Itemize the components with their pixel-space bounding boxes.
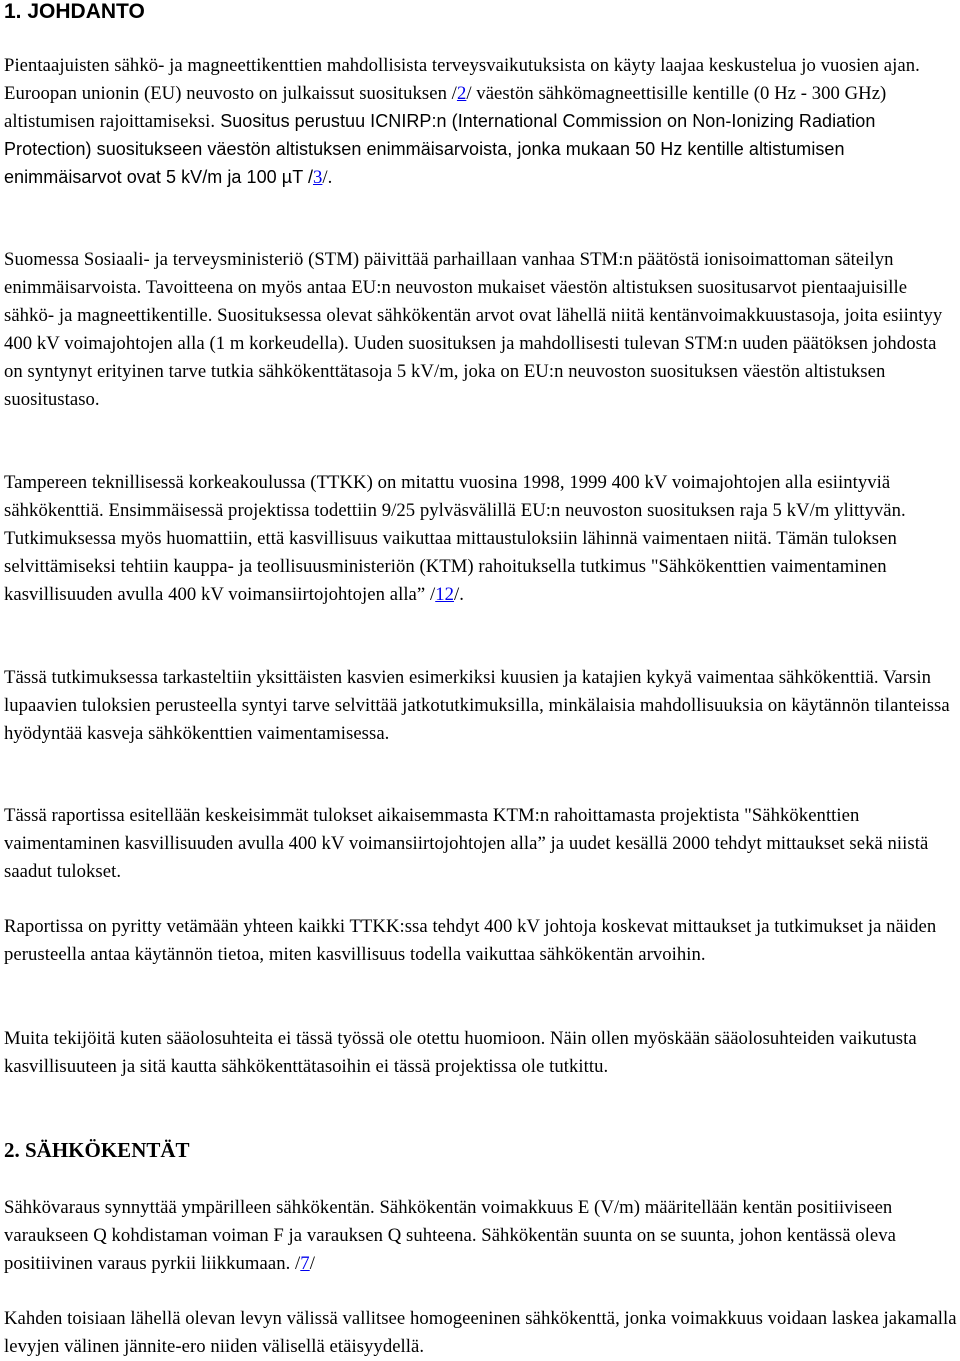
reference-link-7[interactable]: 7 xyxy=(300,1252,310,1274)
paragraph-ttkk xyxy=(4,469,958,609)
paragraph-intro xyxy=(4,52,958,192)
paragraph-intro-text-a: Pientaajuisten sähkö- ja magneettikenttien mahdollisista terveysvaikutuksista on käyty laajaa keskustelua jo vuosien ajan. Euroopan unionin (EU) neuvosto on julkaissut suosituksen / xyxy=(4,55,920,104)
paragraph-intro-text-b: / väestön sähkömagneettisille kentille (0 Hz - 300 GHz) altistumisen rajoittamiseksi. xyxy=(4,82,887,132)
reference-link-2[interactable]: 2 xyxy=(456,82,467,104)
paragraph-ttkk-text-a: Tampereen teknillisessä korkeakoulussa (TTKK) on mitattu vuosina 1998, 1999 400 kV voimajohtojen alla esiintyviä sähkökenttiä. Ensimmäisessä projektissa todettiin 9/25 pylväsvälillä EU:n neuvoston suosituksen raja 5 kV/m ylittyvän. Tutkimuksessa myös huomattiin, että kasvillisuus vaikuttaa mittaustuloksiin lähinnä vaimentaen niitä. Tämän tuloksen selvittämiseksi tehtiin kauppa- ja teollisuusministeriön (KTM) rahoituksella tutkimus "Sähkökenttien vaimentaminen kasvillisuuden avulla 400 kV voimansiirtojohtojen alla” / xyxy=(4,472,906,605)
paragraph-electric-field-text-a: Sähkövaraus synnyttää ympärilleen sähkökentän. Sähkökentän voimakkuus E (V/m) määritellään kentän positiiviseen varaukseen Q kohdistaman voiman F ja varauksen Q suhteena. Sähkökentän suunta on se suunta, johon kentässä oleva positiivinen varaus pyrkii liikkumaan. / xyxy=(4,1197,897,1274)
paragraph-ttkk-text-b: /. xyxy=(454,583,464,605)
paragraph-report: Tässä raportissa esitellään keskeisimmät tulokset aikaisemmasta KTM:n rahoittamasta projektista "Sähkökenttien vaimentaminen kasvillisuuden avulla 400 kV voimansiirtojohtojen alla” ja uudet kesällä 2000 tehdyt mittaukset sekä niistä saadut tulokset. xyxy=(4,805,929,882)
section-heading-johdanto: 1. JOHDANTO xyxy=(4,0,145,23)
paragraph-summary: Raportissa on pyritty vetämään yhteen kaikki TTKK:ssa tehdyt 400 kV johtoja koskevat mittaukset ja tutkimukset ja näiden perusteella antaa käytännön tietoa, miten kasvillisuus todella vaikuttaa sähkökentän arvoihin. xyxy=(4,916,937,965)
paragraph-intro-text-d: /. xyxy=(322,166,333,188)
paragraph-research: Tässä tutkimuksessa tarkasteltiin yksittäisten kasvien esimerkiksi kuusien ja katajien kykyä vaimentaa sähkökenttiä. Varsin lupaavien tuloksien perusteella syntyi tarve selvittää jatkotutkimuksilla, minkälaisia mahdollisuuksia on käytännön tilanteissa hyödyntää kasveja sähkökenttien vaimentamisessa. xyxy=(4,667,950,744)
reference-link-3[interactable]: 3 xyxy=(313,166,323,188)
paragraph-electric-field xyxy=(4,1194,958,1278)
paragraph-stm: Suomessa Sosiaali- ja terveysministeriö (STM) päivittää parhaillaan vanhaa STM:n päätöstä ionisoimattoman säteilyn enimmäisarvoista. Tavoitteena on myös antaa EU:n neuvoston mukaiset väestön altistuksen suositusarvot pientaajuisille sähkö- ja magneettikentille. Suosituksessa olevat sähkökentän arvot ovat lähellä niitä kentänvoimakkuustasoja, joita esiintyy 400 kV voimajohtojen alla (1 m korkeudella). Uuden suosituksen ja mahdollisesti tulevan STM:n uuden päätöksen johdosta on syntynyt erityinen tarve tutkia sähkökenttätasoja 5 kV/m, joka on EU:n neuvoston suosituksen väestön altistuksen suositustaso. xyxy=(4,249,943,410)
paragraph-other-factors: Muita tekijöitä kuten sääolosuhteita ei tässä työssä ole otettu huomioon. Näin ollen myöskään sääolosuhteiden vaikutusta kasvillisuuteen ja sitä kautta sähkökenttätasoihin ei tässä projektissa ole tutkittu. xyxy=(4,1028,917,1077)
paragraph-electric-field-text-b: / xyxy=(309,1252,315,1274)
section-heading-sahkokentat: 2. SÄHKÖKENTÄT xyxy=(4,1138,190,1162)
reference-link-12[interactable]: 12 xyxy=(435,583,455,605)
paragraph-homogeneous-field: Kahden toisiaan lähellä olevan levyn välissä vallitsee homogeeninen sähkökenttä, jonka voimakkuus voidaan laskea jakamalla levyjen välinen jännite-ero niiden välisellä etäisyydellä. xyxy=(4,1308,957,1357)
paragraph-intro-text-c: Suositus perustuu ICNIRP:n (International Commission on Non-Ionizing Radiation Protection) suositukseen väestön altistuksen enimmäisarvoista, jonka mukaan 50 Hz kentille altistumisen enimmäisarvot ovat 5 kV/m ja 100 µT / xyxy=(4,110,876,187)
